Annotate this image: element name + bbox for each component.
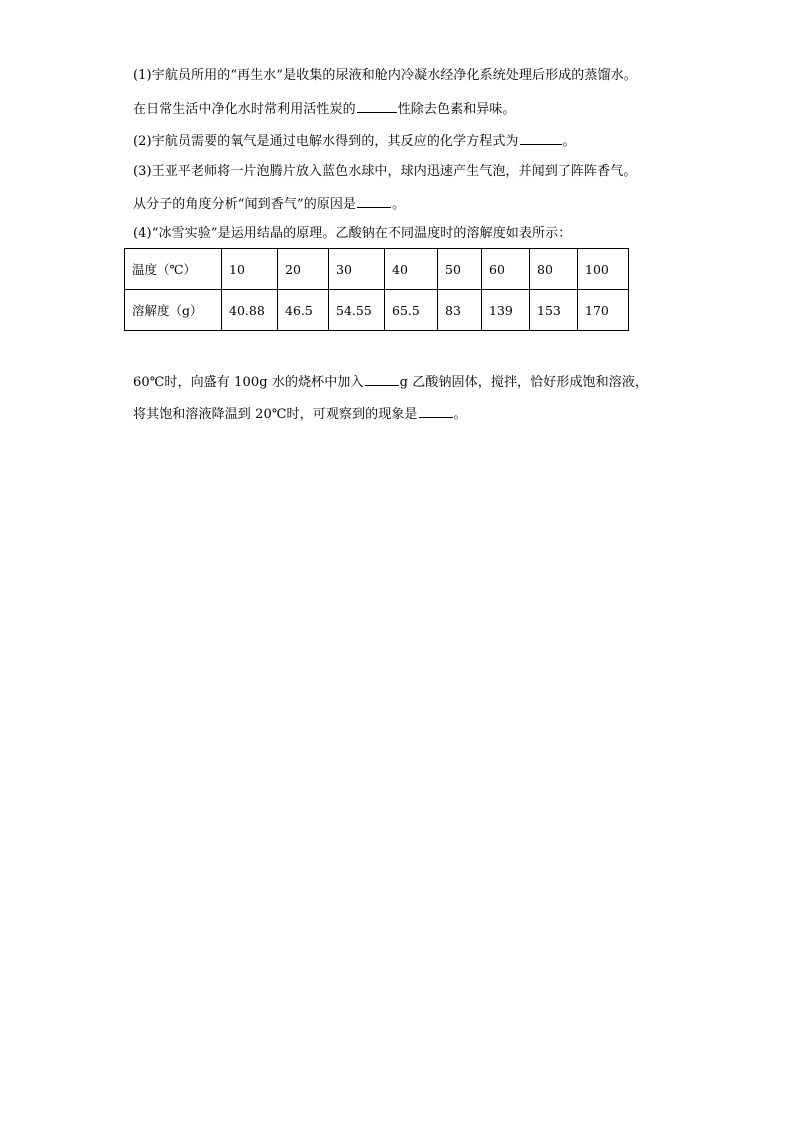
table-cell: 65.5 [385,290,438,331]
answer-blank-5[interactable] [419,404,453,418]
question-1-line-2 [133,99,516,119]
question-3-line-1 [133,163,636,181]
solubility-table [124,248,629,331]
table-cell: 139 [482,290,530,331]
question-3-prefix: 从分子的角度分析“闻到香气”的原因是 [133,197,357,212]
answer-blank-1[interactable] [357,99,397,113]
table-row-temperature [125,249,629,290]
question-2-prefix: (2)宇航员需要的氧气是通过电解水得到的，其反应的化学方程式为 [133,134,519,149]
question-1-text: (1)宇航员所用的“再生水”是收集的尿液和舱内冷凝水经净化系统处理后形成的蒸馏水。 [133,68,637,83]
table-cell: 170 [578,290,629,331]
question-4-line-1 [133,225,571,243]
table-header-solubility: 溶解度（g） [125,290,222,331]
question-4-suffix-2: 。 [453,407,467,422]
question-4-line-3 [133,404,467,424]
question-4-text: (4)“冰雪实验”是运用结晶的原理。乙酸钠在不同温度时的溶解度如表所示： [133,226,572,241]
table-cell: 46.5 [278,290,329,331]
table-cell: 54.55 [329,290,385,331]
question-4-prefix-1: 60℃时，向盛有 100g 水的烧杯中加入 [133,375,364,390]
question-3-line-2 [133,194,405,214]
question-4-line-2 [133,372,648,392]
table-cell: 20 [278,249,329,290]
question-1-suffix: 性除去色素和异味。 [397,102,516,117]
table-cell: 100 [578,249,629,290]
table-cell: 80 [530,249,578,290]
table-cell: 83 [438,290,482,331]
table-cell: 10 [222,249,278,290]
question-2-suffix: 。 [562,134,576,149]
question-2-line-1 [133,131,576,151]
table-cell: 60 [482,249,530,290]
question-1-prefix: 在日常生活中净化水时常利用活性炭的 [133,102,356,117]
question-1-line-1 [133,67,637,85]
question-3-text: (3)王亚平老师将一片泡腾片放入蓝色水球中，球内迅速产生气泡，并闻到了阵阵香气。 [133,164,637,179]
answer-blank-2[interactable] [520,131,562,145]
table-cell: 153 [530,290,578,331]
table-cell: 30 [329,249,385,290]
table-row-solubility [125,290,629,331]
question-4-prefix-2: 将其饱和溶液降温到 20℃时，可观察到的现象是 [133,407,418,422]
answer-blank-4[interactable] [365,372,399,386]
table-cell: 50 [438,249,482,290]
table-cell: 40.88 [222,290,278,331]
answer-blank-3[interactable] [357,194,391,208]
table-header-temperature: 温度（℃） [125,249,222,290]
question-4-suffix-1: g 乙酸钠固体，搅拌，恰好形成饱和溶液， [399,375,649,390]
table-cell: 40 [385,249,438,290]
question-3-suffix: 。 [392,197,406,212]
